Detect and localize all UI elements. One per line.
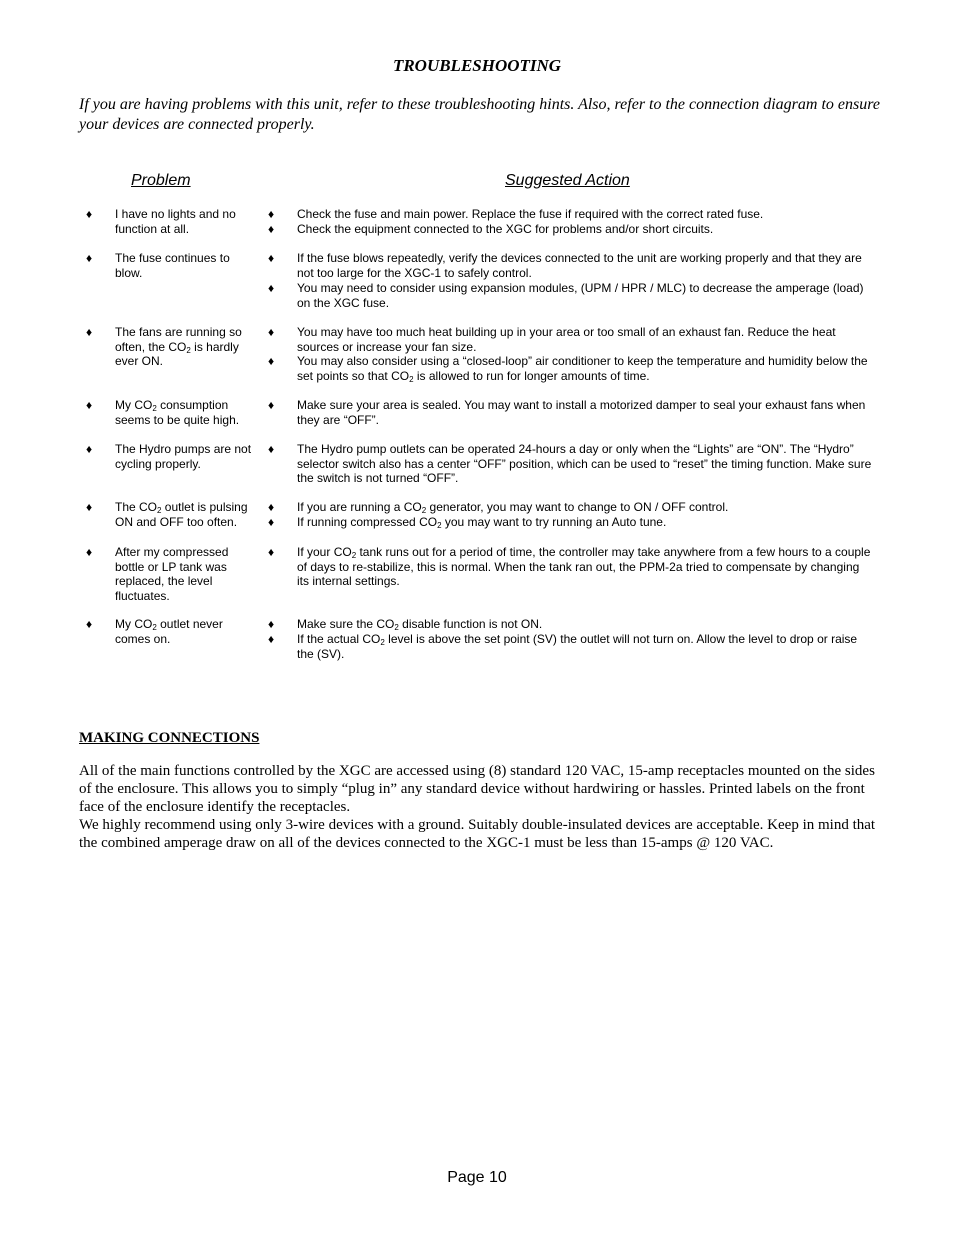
bullet-icon: ♦ bbox=[268, 398, 275, 412]
bullet-icon: ♦ bbox=[86, 545, 93, 559]
bullet-icon: ♦ bbox=[86, 325, 93, 339]
action-text: Check the equipment connected to the XGC for problems and/or short circuits. bbox=[297, 222, 714, 236]
bullet-icon: ♦ bbox=[268, 222, 275, 236]
bullet-icon: ♦ bbox=[86, 207, 93, 221]
section-heading: MAKING CONNECTIONS bbox=[79, 730, 260, 746]
action-text: Make sure the $CO_2$ disable function is not ON. bbox=[297, 617, 543, 632]
bullet-icon: ♦ bbox=[268, 281, 275, 295]
bullet-icon: ♦ bbox=[86, 500, 93, 514]
action-text: If the actual $CO_2$ level is above the set point (SV) the outlet will not turn on. Allow the level to drop or raise the (SV). bbox=[297, 632, 858, 661]
problem-text: The fans are running so often, the $CO_2$ is hardly ever ON. bbox=[115, 325, 242, 368]
bullet-icon: ♦ bbox=[268, 442, 275, 456]
connections-paragraph-2: We highly recommend using only 3-wire devices with a ground. Suitably double-insulated devices are acceptable. Keep in mind that the combined amperage draw on all of the devices connected to the XGC-1 must be less than 15-amps @ 120 VAC. bbox=[79, 817, 876, 851]
action-text: You may also consider using a “closed-loop” air conditioner to keep the temperature and humidity below the set points so that $CO_2$ is allowed to run for longer amounts of time. bbox=[297, 354, 868, 384]
bullet-icon: ♦ bbox=[86, 398, 93, 412]
problem-text: My $CO_2$ consumption seems to be quite high. bbox=[115, 398, 240, 427]
problem-text: My $CO_2$ outlet never comes on. bbox=[115, 617, 223, 646]
bullet-icon: ♦ bbox=[268, 515, 275, 529]
bullet-icon: ♦ bbox=[268, 632, 275, 646]
bullet-icon: ♦ bbox=[268, 500, 275, 514]
bullet-icon: ♦ bbox=[86, 442, 93, 456]
action-text: If your $CO_2$ tank runs out for a period of time, the controller may take anywhere from a few hours to a couple of days to re-stabilize, this is normal. When the tank ran out, the PPM-2a tried to compensate by changing its internal settings. bbox=[297, 545, 871, 588]
problem-text: The fuse continues to blow. bbox=[115, 251, 230, 280]
bullet-icon: ♦ bbox=[268, 354, 275, 368]
bullet-icon: ♦ bbox=[268, 617, 275, 631]
bullet-icon: ♦ bbox=[86, 251, 93, 265]
action-text: The Hydro pump outlets can be operated 24-hours a day or only when the “Lights” are “ON”. The “Hydro” selector switch also has a center “OFF” position, which can be used to “reset” the timing function. Make sure the switch is not turned “OFF”. bbox=[297, 442, 872, 485]
connections-paragraph-1: All of the main functions controlled by the XGC are accessed using (8) standard 120 VAC, 15-amp receptacles mounted on the sides of the enclosure. This allows you to simply “plug in” any standard device without hardwiring or hassles. Printed labels on the front face of the enclosure identify the receptacles. bbox=[79, 763, 875, 815]
page-number: Page 10 bbox=[447, 1169, 507, 1186]
bullet-icon: ♦ bbox=[86, 617, 93, 631]
action-text: Make sure your area is sealed. You may want to install a motorized damper to seal your exhaust fans when they are “OFF”. bbox=[297, 398, 866, 427]
action-column-header: Suggested Action bbox=[505, 172, 630, 189]
action-text: Check the fuse and main power. Replace the fuse if required with the correct rated fuse. bbox=[297, 207, 764, 221]
problem-column-header: Problem bbox=[131, 172, 191, 189]
action-text: If the fuse blows repeatedly, verify the devices connected to the unit are working properly and that they are not too large for the XGC-1 to safely control. bbox=[297, 251, 862, 280]
action-text: If you are running a $CO_2$ generator, you may want to change to ON / OFF control. bbox=[297, 500, 729, 515]
action-text: You may need to consider using expansion modules, (UPM / HPR / MLC) to decrease the amperage (load) on the XGC fuse. bbox=[297, 281, 864, 310]
problem-text: I have no lights and no function at all. bbox=[115, 207, 236, 236]
problem-text: The Hydro pumps are not cycling properly. bbox=[115, 442, 252, 471]
bullet-icon: ♦ bbox=[268, 251, 275, 265]
problem-text: The $CO_2$ outlet is pulsing ON and OFF too often. bbox=[115, 500, 248, 529]
bullet-icon: ♦ bbox=[268, 325, 275, 339]
intro-paragraph: If you are having problems with this unit, refer to these troubleshooting hints. Also, refer to the connection diagram to ensure your devices are connected properly. bbox=[79, 96, 880, 133]
bullet-icon: ♦ bbox=[268, 207, 275, 221]
problem-text: After my compressed bottle or LP tank was replaced, the level fluctuates. bbox=[115, 545, 229, 603]
action-text: If running compressed $CO_2$ you may want to try running an Auto tune. bbox=[297, 515, 667, 530]
page-title: TROUBLESHOOTING bbox=[392, 56, 562, 75]
action-text: You may have too much heat building up in your area or too small of an exhaust fan. Reduce the heat sources or increase your fan size. bbox=[297, 325, 836, 354]
bullet-icon: ♦ bbox=[268, 545, 275, 559]
